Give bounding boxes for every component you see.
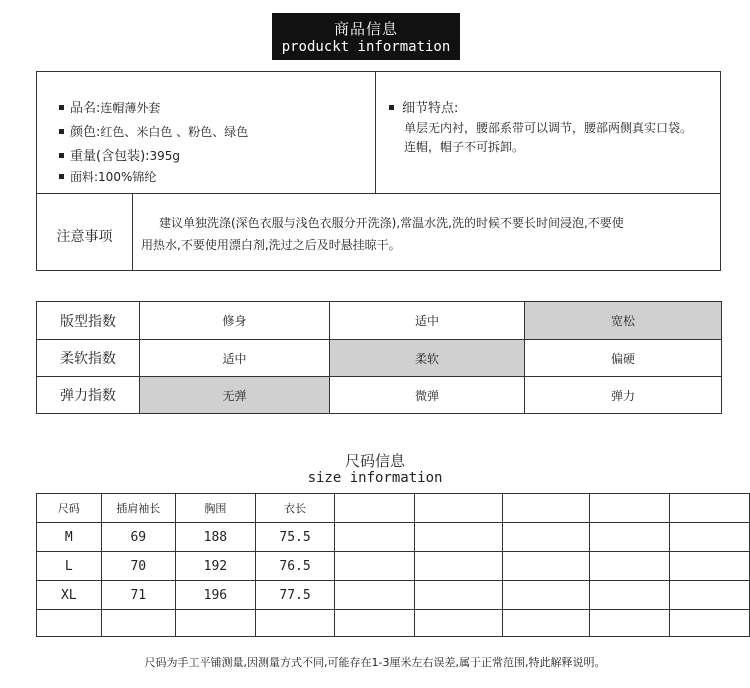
size-cell (415, 610, 502, 637)
size-cell (335, 523, 415, 552)
size-title-cn: 尺码信息 (344, 452, 405, 470)
bullet-icon (389, 105, 394, 110)
index-option-selected: 无弹 (140, 377, 330, 414)
size-cell: 77.5 (255, 581, 335, 610)
size-cell: 75.5 (255, 523, 335, 552)
size-cell (176, 610, 256, 637)
size-cell (502, 523, 589, 552)
size-cell (335, 552, 415, 581)
index-option: 修身 (140, 302, 330, 340)
header-title-en: produckt information (281, 39, 451, 55)
note-line: 用热水,不要使用漂白剂,洗过之后及时悬挂晾干。 (141, 238, 401, 252)
index-label: 柔软指数 (37, 340, 140, 377)
size-cell: 192 (176, 552, 256, 581)
size-cell (415, 581, 502, 610)
index-option: 弹力 (525, 377, 722, 414)
size-cell (669, 610, 749, 637)
index-row-elasticity (37, 377, 722, 414)
index-option: 适中 (330, 302, 525, 340)
size-row (37, 581, 750, 610)
bullet-icon (59, 129, 64, 134)
size-cell: 188 (176, 523, 256, 552)
index-option-selected: 柔软 (330, 340, 525, 377)
size-header-cell (502, 494, 589, 523)
index-option: 适中 (140, 340, 330, 377)
size-header-row (37, 494, 750, 523)
info-item-name: 品名:连帽薄外套 (59, 97, 160, 116)
fit-index-table (36, 301, 722, 414)
header-title-cn: 商品信息 (333, 20, 398, 38)
size-cell (101, 610, 175, 637)
size-cell: 69 (101, 523, 175, 552)
size-header-cell (669, 494, 749, 523)
size-cell (669, 523, 749, 552)
size-cell (589, 610, 669, 637)
size-cell: 71 (101, 581, 175, 610)
index-option: 微弹 (330, 377, 525, 414)
size-cell (335, 610, 415, 637)
size-cell (335, 581, 415, 610)
detail-line: 单层无内衬，腰部系带可以调节，腰部两侧真实口袋。 (404, 121, 693, 135)
index-row-fit (37, 302, 722, 340)
index-option-selected: 宽松 (525, 302, 722, 340)
size-cell (669, 581, 749, 610)
size-row (37, 552, 750, 581)
info-item-color: 颜色:红色、米白色 、粉色、绿色 (59, 121, 248, 140)
info-item-fabric: 面料:100%锦纶 (59, 168, 156, 185)
size-cell (502, 552, 589, 581)
index-row-softness (37, 340, 722, 377)
detail-title: 细节特点: (389, 97, 458, 116)
size-footnote: 尺码为手工平铺测量,因测量方式不同,可能存在1-3厘米左右误差,属于正常范围,特此解释说明。 (144, 656, 606, 669)
size-cell: XL (37, 581, 102, 610)
product-info-header (272, 13, 460, 60)
size-header-cell (589, 494, 669, 523)
index-option: 偏硬 (525, 340, 722, 377)
size-cell: L (37, 552, 102, 581)
bullet-icon (59, 174, 64, 179)
index-label: 弹力指数 (37, 377, 140, 414)
size-cell (502, 581, 589, 610)
detail-line: 连帽，帽子不可拆卸。 (404, 140, 525, 154)
size-cell (415, 552, 502, 581)
size-row (37, 523, 750, 552)
bullet-icon (59, 153, 64, 158)
size-cell (255, 610, 335, 637)
size-cell (669, 552, 749, 581)
size-cell (589, 523, 669, 552)
size-header-cell: 胸围 (176, 494, 256, 523)
size-cell (37, 610, 102, 637)
note-label: 注意事项 (56, 229, 113, 245)
info-item-weight: 重量(含包装):395g (59, 145, 180, 164)
size-title-en: size information (307, 470, 443, 486)
size-header-cell: 插肩袖长 (101, 494, 175, 523)
size-cell (589, 581, 669, 610)
index-label: 版型指数 (37, 302, 140, 340)
size-cell: M (37, 523, 102, 552)
size-header-cell: 衣长 (255, 494, 335, 523)
size-cell: 76.5 (255, 552, 335, 581)
size-cell (502, 610, 589, 637)
size-cell (415, 523, 502, 552)
divider (375, 72, 376, 193)
size-header-cell (335, 494, 415, 523)
size-cell: 196 (176, 581, 256, 610)
divider (37, 193, 720, 194)
size-header-cell: 尺码 (37, 494, 102, 523)
note-line: 建议单独洗涤(深色衣服与浅色衣服分开洗涤),常温水洗,洗的时候不要长时间浸泡,不要使 (159, 216, 624, 230)
bullet-icon (59, 105, 64, 110)
size-cell (589, 552, 669, 581)
divider (132, 193, 133, 270)
size-table (36, 493, 750, 637)
size-cell: 70 (101, 552, 175, 581)
size-header-cell (415, 494, 502, 523)
size-row-empty (37, 610, 750, 637)
product-info-box (36, 71, 721, 271)
